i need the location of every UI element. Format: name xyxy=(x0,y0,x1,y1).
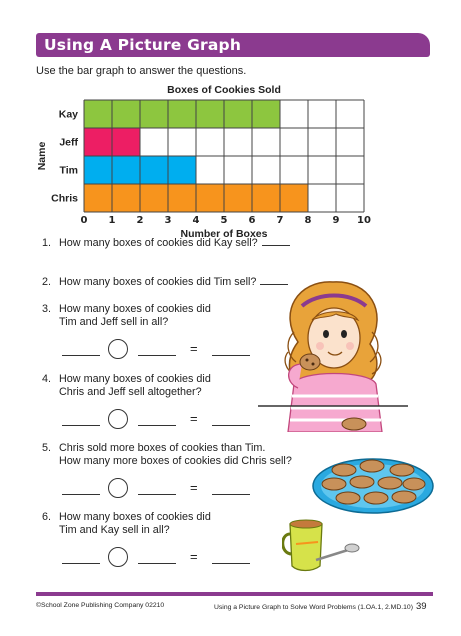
question-text: How many boxes of cookies did xyxy=(59,373,211,385)
question-text: How many more boxes of cookies did Chris sell? xyxy=(59,455,292,467)
question-number: 4. xyxy=(42,373,52,385)
operator-circle[interactable] xyxy=(108,547,128,567)
question-text: Chris sold more boxes of cookies than Tim. xyxy=(59,442,266,454)
x-tick-label: 10 xyxy=(357,215,371,226)
answer-blank[interactable] xyxy=(212,425,250,426)
addend-blank[interactable] xyxy=(138,563,176,564)
footer-divider xyxy=(36,592,433,596)
addend-blank[interactable] xyxy=(138,425,176,426)
instructions: Use the bar graph to answer the questions. xyxy=(36,65,247,77)
y-axis-title: Name xyxy=(36,141,48,171)
x-tick-label: 1 xyxy=(108,215,116,226)
question-text: How many boxes of cookies did Tim sell? xyxy=(59,276,257,288)
x-tick-label: 2 xyxy=(136,215,144,226)
operator-circle[interactable] xyxy=(108,409,128,429)
question-2 xyxy=(42,276,288,289)
question-number: 5. xyxy=(42,442,52,454)
footer-standards-text: Using a Picture Graph to Solve Word Problems (1.OA.1, 2.MD.10) xyxy=(214,604,413,611)
plate-of-cookies-illustration xyxy=(310,456,436,516)
question-text: Chris and Jeff sell altogether? xyxy=(59,386,202,398)
category-label: Kay xyxy=(58,108,78,121)
addend-blank[interactable] xyxy=(138,355,176,356)
x-tick-label: 7 xyxy=(276,215,284,226)
x-tick-label: 0 xyxy=(80,215,88,226)
x-tick-label: 3 xyxy=(164,215,172,226)
answer-blank[interactable] xyxy=(212,355,250,356)
page-title: Using A Picture Graph xyxy=(44,36,242,54)
addend-blank[interactable] xyxy=(138,494,176,495)
footer-standards xyxy=(214,601,427,612)
category-label: Chris xyxy=(51,192,78,205)
bar-kay xyxy=(84,100,280,128)
addend-blank[interactable] xyxy=(62,494,100,495)
x-tick-label: 9 xyxy=(332,215,340,226)
question-1 xyxy=(42,237,290,250)
x-tick-label: 8 xyxy=(304,215,312,226)
x-tick-label: 5 xyxy=(220,215,228,226)
question-number: 1. xyxy=(42,237,52,249)
chart-title: Boxes of Cookies Sold xyxy=(167,84,281,96)
question-text: Tim and Jeff sell in all? xyxy=(59,316,169,328)
question-number: 3. xyxy=(42,303,52,315)
question-4 xyxy=(42,373,211,399)
footer-copyright: ©School Zone Publishing Company 02210 xyxy=(36,602,165,609)
question-text: How many boxes of cookies did Kay sell? xyxy=(59,237,258,249)
question-text: Tim and Kay sell in all? xyxy=(59,524,170,536)
x-tick-label: 6 xyxy=(248,215,256,226)
addend-blank[interactable] xyxy=(62,355,100,356)
page-number: 39 xyxy=(415,601,427,612)
equals-sign: = xyxy=(190,549,198,564)
answer-blank[interactable] xyxy=(212,563,250,564)
answer-blank[interactable] xyxy=(262,245,290,246)
question-6 xyxy=(42,511,211,537)
question-3 xyxy=(42,303,211,329)
operator-circle[interactable] xyxy=(108,339,128,359)
addend-blank[interactable] xyxy=(62,563,100,564)
question-text: How many boxes of cookies did xyxy=(59,303,211,315)
x-tick-label: 4 xyxy=(192,215,200,226)
title-bar xyxy=(36,33,430,57)
equals-sign: = xyxy=(190,341,198,356)
answer-blank[interactable] xyxy=(212,494,250,495)
equals-sign: = xyxy=(190,480,198,495)
question-number: 6. xyxy=(42,511,52,523)
equals-sign: = xyxy=(190,411,198,426)
category-label: Tim xyxy=(59,164,78,177)
bar-chart xyxy=(28,94,388,240)
mug-and-spoon-illustration xyxy=(282,514,362,576)
category-label: Jeff xyxy=(59,136,78,149)
x-axis-title: Number of Boxes xyxy=(180,228,268,240)
equation-row xyxy=(62,547,262,571)
equation-row xyxy=(62,409,262,433)
addend-blank[interactable] xyxy=(62,425,100,426)
operator-circle[interactable] xyxy=(108,478,128,498)
equation-row xyxy=(62,339,262,363)
question-number: 2. xyxy=(42,276,52,288)
equation-row xyxy=(62,478,262,502)
question-text: How many boxes of cookies did xyxy=(59,511,211,523)
girl-eating-cookie-illustration xyxy=(258,272,408,432)
question-5 xyxy=(42,442,292,468)
